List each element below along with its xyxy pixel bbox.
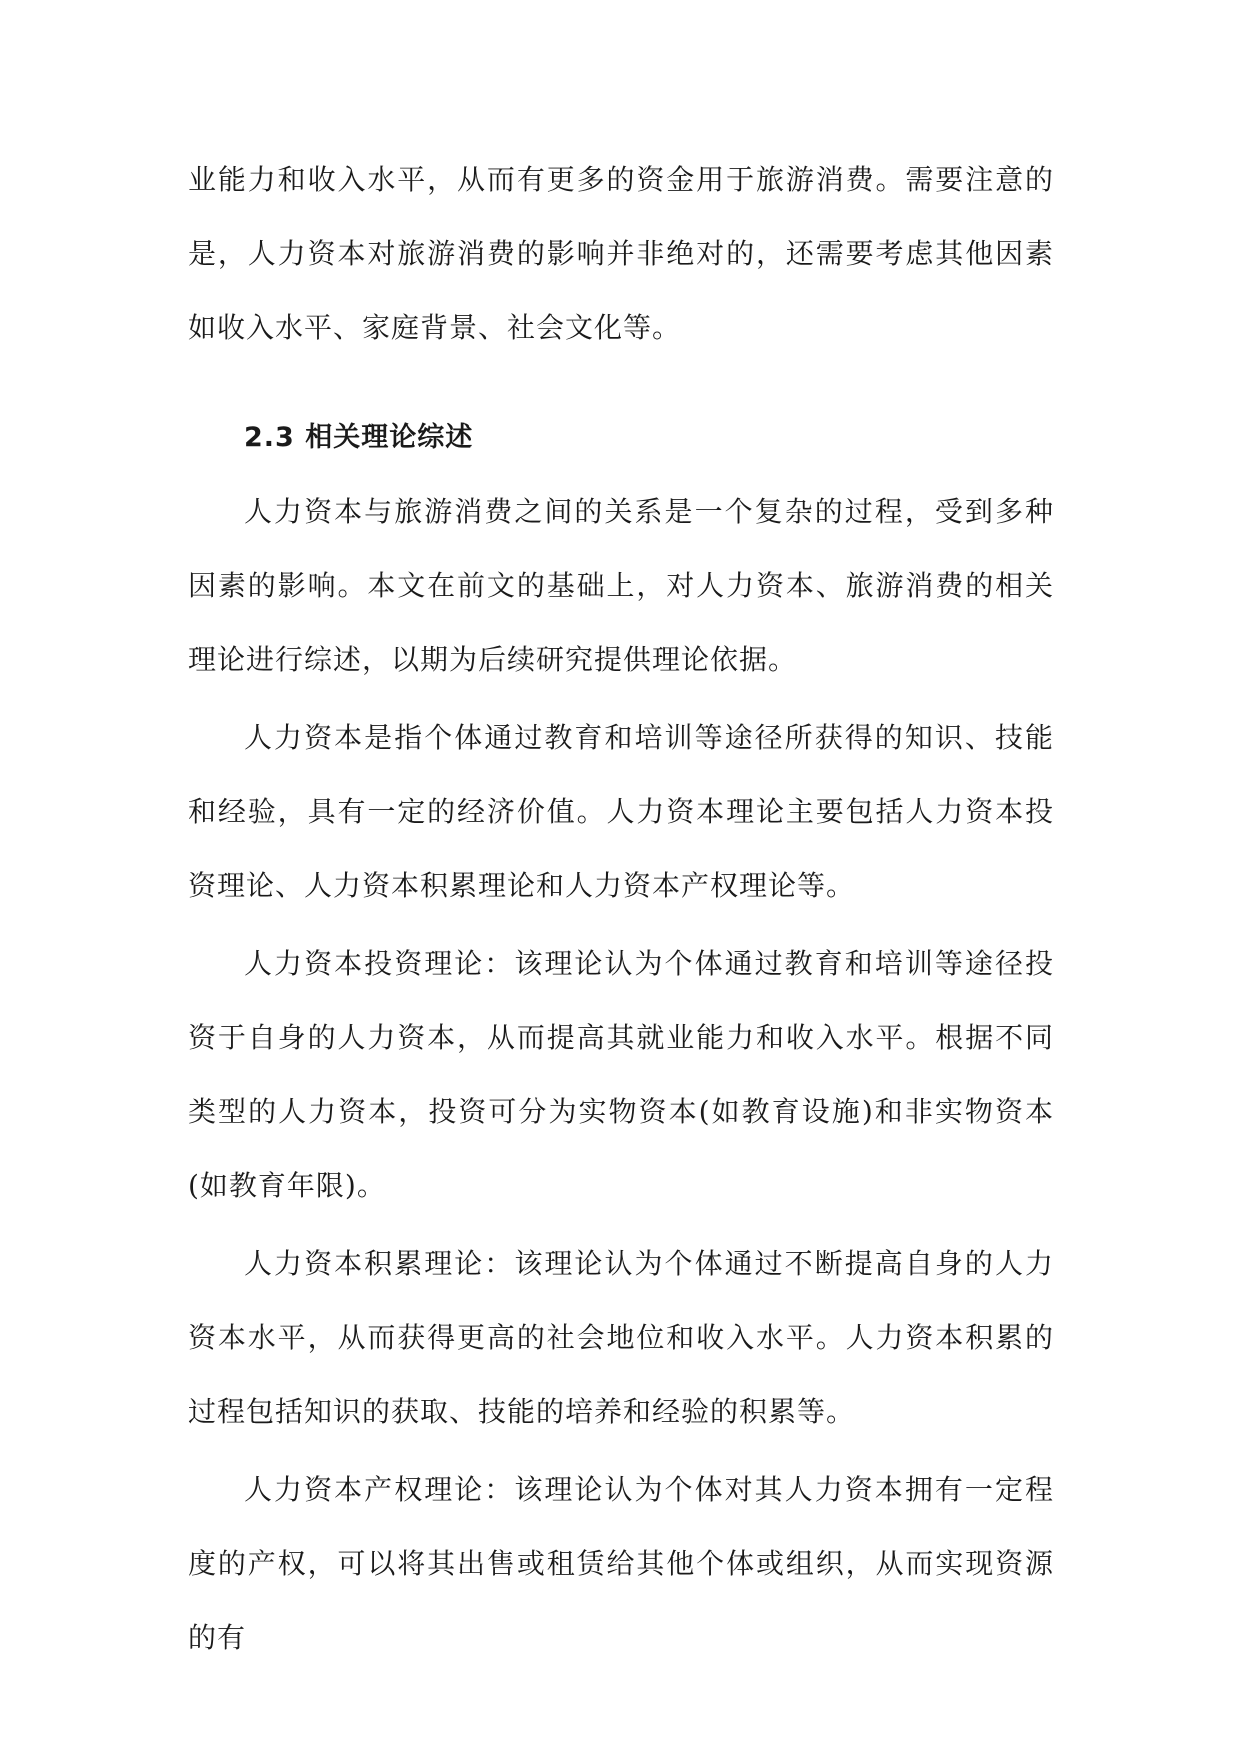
paragraph-accumulation-theory: 人力资本积累理论：该理论认为个体通过不断提高自身的人力资本水平，从而获得更高的社会地位和收入水平。人力资本积累的过程包括知识的获取、技能的培养和经验的积累等。 bbox=[188, 1247, 1054, 1428]
paragraph-property-rights-theory: 人力资本产权理论：该理论认为个体对其人力资本拥有一定程度的产权，可以将其出售或租赁给其他个体或组织，从而实现资源的有 bbox=[188, 1473, 1054, 1654]
document-body bbox=[188, 143, 1054, 1675]
paragraph-intro: 人力资本与旅游消费之间的关系是一个复杂的过程，受到多种因素的影响。本文在前文的基础上，对人力资本、旅游消费的相关理论进行综述，以期为后续研究提供理论依据。 bbox=[188, 495, 1054, 676]
paragraph-human-capital-definition: 人力资本是指个体通过教育和培训等途径所获得的知识、技能和经验，具有一定的经济价值。人力资本理论主要包括人力资本投资理论、人力资本积累理论和人力资本产权理论等。 bbox=[188, 721, 1054, 902]
section-heading: 2.3 相关理论综述 bbox=[244, 422, 474, 453]
paragraph-continuation: 业能力和收入水平，从而有更多的资金用于旅游消费。需要注意的是，人力资本对旅游消费的影响并非绝对的，还需要考虑其他因素如收入水平、家庭背景、社会文化等。 bbox=[188, 163, 1054, 344]
paragraph-investment-theory: 人力资本投资理论：该理论认为个体通过教育和培训等途径投资于自身的人力资本，从而提高其就业能力和收入水平。根据不同类型的人力资本，投资可分为实物资本(如教育设施)和非实物资本(如教育年限)。 bbox=[188, 947, 1054, 1202]
